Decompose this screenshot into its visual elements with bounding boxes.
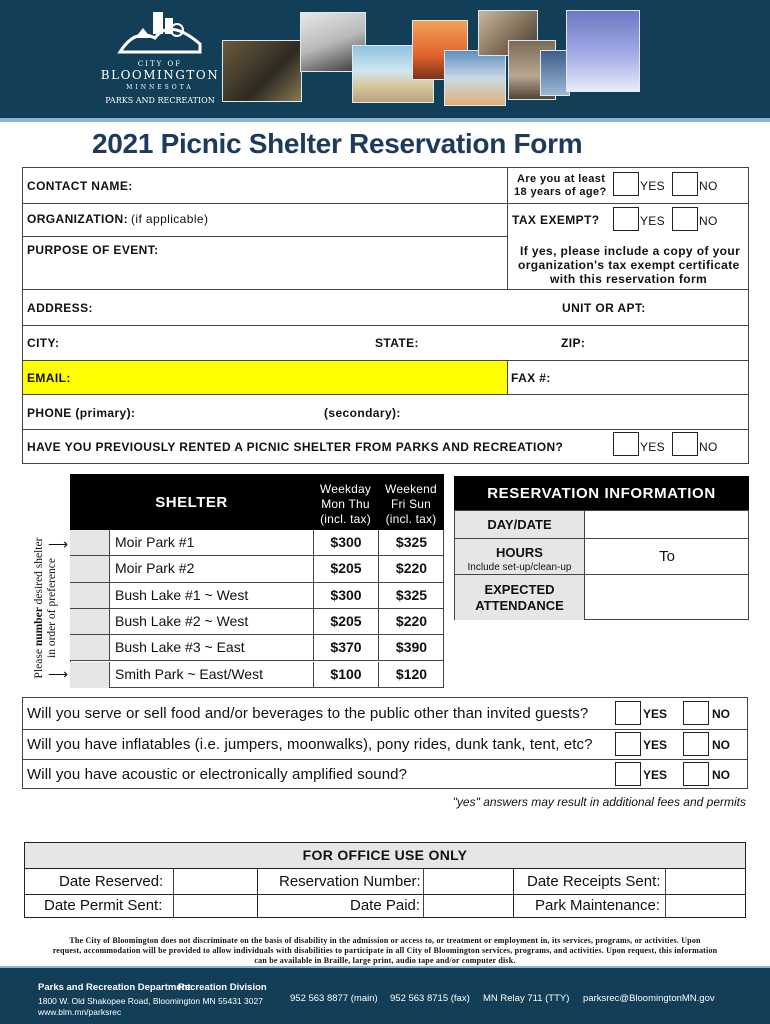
zip-label: ZIP: bbox=[561, 336, 586, 350]
day-date-label: DAY/DATE bbox=[455, 511, 585, 539]
attendance-field[interactable] bbox=[585, 575, 749, 620]
food-yes-label: YES bbox=[643, 707, 668, 721]
date-reserved-label: Date Reserved: bbox=[59, 873, 164, 890]
shelter-name: Bush Lake #2 ~ West bbox=[115, 612, 249, 629]
shelter-row bbox=[70, 583, 444, 609]
question-sound: Will you have acoustic or electronically amplified sound? bbox=[27, 766, 408, 783]
organization-label: ORGANIZATION: bbox=[27, 212, 128, 226]
inflatables-no-checkbox[interactable] bbox=[683, 732, 709, 756]
age-yes-label: YES bbox=[640, 179, 665, 193]
footer-dept: Parks and Recreation Department bbox=[38, 982, 191, 993]
page-title: 2021 Picnic Shelter Reservation Form bbox=[92, 128, 583, 159]
weekend-price: $325 bbox=[378, 530, 444, 555]
date-receipts-sent-label: Date Receipts Sent: bbox=[527, 873, 661, 890]
shelter-header: SHELTER bbox=[70, 474, 313, 530]
fees-note: "yes" answers may result in additional fees and permits bbox=[452, 795, 746, 809]
shelter-row bbox=[70, 530, 444, 556]
weekday-header: Weekday Mon Thu (incl. tax) bbox=[313, 474, 378, 530]
hours-field[interactable] bbox=[585, 539, 749, 575]
hours-label: HOURS Include set-up/clean-up bbox=[455, 539, 585, 575]
footer-relay: MN Relay 711 (TTY) bbox=[483, 993, 570, 1004]
footer-address: 1800 W. Old Shakopee Road, Bloomington MN 55431 3027 bbox=[38, 996, 263, 1006]
shelter-name: Moir Park #2 bbox=[115, 560, 195, 577]
logo-dept: PARKS AND RECREATION bbox=[105, 96, 215, 105]
age-question-line1: Are you at least bbox=[517, 173, 606, 185]
tax-exempt-label: TAX EXEMPT? bbox=[512, 213, 600, 227]
email-label: EMAIL: bbox=[27, 371, 71, 385]
tax-note-3: with this reservation form bbox=[550, 272, 708, 286]
shelter-preference-input[interactable] bbox=[70, 609, 110, 634]
food-no-checkbox[interactable] bbox=[683, 701, 709, 725]
city-logo bbox=[100, 8, 220, 108]
food-yes-checkbox[interactable] bbox=[615, 701, 641, 725]
hours-to-label: To bbox=[659, 548, 675, 565]
shelter-name: Bush Lake #3 ~ East bbox=[115, 639, 245, 656]
organization-note: (if applicable) bbox=[131, 212, 209, 226]
rented-no-label: NO bbox=[699, 440, 718, 454]
footer-fax: 952 563 8715 (fax) bbox=[390, 993, 470, 1004]
secondary-phone-label: (secondary): bbox=[324, 406, 401, 420]
weekday-price: $300 bbox=[313, 583, 378, 608]
shelter-name: Bush Lake #1 ~ West bbox=[115, 586, 249, 603]
date-paid-label: Date Paid: bbox=[350, 897, 421, 914]
logo-state: MINNESOTA bbox=[126, 84, 194, 91]
sound-no-checkbox[interactable] bbox=[683, 762, 709, 786]
age-no-label: NO bbox=[699, 179, 718, 193]
photo-musicians bbox=[222, 40, 302, 102]
weekday-price: $300 bbox=[313, 530, 378, 555]
photo-ballet bbox=[566, 10, 640, 92]
city-label: CITY: bbox=[27, 336, 60, 350]
arrow-right-icon: ⟶ bbox=[48, 666, 69, 682]
logo-name: BLOOMINGTON bbox=[100, 68, 220, 82]
age-no-checkbox[interactable] bbox=[672, 172, 698, 196]
reservation-info-header: RESERVATION INFORMATION bbox=[454, 476, 749, 510]
contact-name-label: CONTACT NAME: bbox=[27, 179, 133, 193]
shelter-preference-input[interactable] bbox=[70, 556, 110, 581]
food-no-label: NO bbox=[712, 707, 730, 721]
shelter-row bbox=[70, 635, 444, 661]
date-permit-sent-label: Date Permit Sent: bbox=[44, 897, 163, 914]
shelter-preference-input[interactable] bbox=[70, 662, 110, 688]
footer-web-link[interactable]: www.blm.mn/parksrec bbox=[38, 1007, 122, 1017]
inflatables-yes-label: YES bbox=[643, 738, 668, 752]
phone-label: PHONE (primary): bbox=[27, 406, 136, 420]
previously-rented-label: HAVE YOU PREVIOUSLY RENTED A PICNIC SHELTER FROM PARKS AND RECREATION? bbox=[27, 440, 564, 454]
purpose-label: PURPOSE OF EVENT: bbox=[27, 243, 159, 257]
question-inflatables: Will you have inflatables (i.e. jumpers, moonwalks), pony rides, dunk tank, tent, etc? bbox=[27, 736, 593, 753]
logo-city-of: CITY OF bbox=[137, 60, 183, 68]
sound-yes-label: YES bbox=[643, 768, 668, 782]
weekday-price: $100 bbox=[313, 662, 378, 688]
question-food: Will you serve or sell food and/or beverages to the public other than invited guests? bbox=[27, 705, 589, 722]
fax-label: FAX #: bbox=[511, 371, 551, 385]
state-label: STATE: bbox=[375, 336, 419, 350]
tax-yes-label: YES bbox=[640, 214, 665, 228]
weekend-price: $325 bbox=[378, 583, 444, 608]
sound-no-label: NO bbox=[712, 768, 730, 782]
tax-note-1: If yes, please include a copy of your bbox=[520, 244, 741, 258]
shelter-preference-input[interactable] bbox=[70, 635, 110, 660]
photo-skaters bbox=[444, 50, 506, 106]
footer-division: Recreation Division bbox=[178, 982, 267, 993]
shelter-row bbox=[70, 556, 444, 582]
tax-no-label: NO bbox=[699, 214, 718, 228]
header-banner bbox=[0, 0, 770, 120]
age-yes-checkbox[interactable] bbox=[613, 172, 639, 196]
arrow-right-icon: ⟶ bbox=[48, 536, 69, 552]
sound-yes-checkbox[interactable] bbox=[615, 762, 641, 786]
weekday-price: $370 bbox=[313, 635, 378, 660]
office-use-header: FOR OFFICE USE ONLY bbox=[25, 843, 745, 869]
tax-yes-checkbox[interactable] bbox=[613, 207, 639, 231]
tax-note-2: organization's tax exempt certificate bbox=[518, 258, 740, 272]
day-date-field[interactable] bbox=[585, 511, 749, 539]
shelter-row bbox=[70, 662, 444, 688]
shelter-preference-input[interactable] bbox=[70, 583, 110, 608]
footer bbox=[0, 968, 770, 1024]
shelter-preference-input[interactable] bbox=[70, 530, 110, 555]
tax-no-checkbox[interactable] bbox=[672, 207, 698, 231]
header-strip bbox=[0, 118, 770, 122]
weekend-price: $220 bbox=[378, 556, 444, 581]
shelter-name: Smith Park ~ East/West bbox=[115, 665, 263, 682]
shelter-preference-note: Please number desired shelter in order of preference bbox=[33, 537, 58, 679]
age-question-line2: 18 years of age? bbox=[514, 186, 607, 198]
weekday-price: $205 bbox=[313, 556, 378, 581]
weekend-price: $390 bbox=[378, 635, 444, 660]
reservation-info-table bbox=[454, 510, 749, 620]
inflatables-no-label: NO bbox=[712, 738, 730, 752]
rented-yes-label: YES bbox=[640, 440, 665, 454]
rented-yes-checkbox[interactable] bbox=[613, 432, 639, 456]
rented-no-checkbox[interactable] bbox=[672, 432, 698, 456]
weekend-price: $220 bbox=[378, 609, 444, 634]
weekday-price: $205 bbox=[313, 609, 378, 634]
reservation-number-label: Reservation Number: bbox=[279, 873, 421, 890]
shelter-name: Moir Park #1 bbox=[115, 534, 195, 550]
attendance-label: EXPECTED ATTENDANCE bbox=[455, 575, 585, 620]
address-label: ADDRESS: bbox=[27, 301, 93, 315]
inflatables-yes-checkbox[interactable] bbox=[615, 732, 641, 756]
weekend-price: $120 bbox=[378, 662, 444, 688]
office-use-table bbox=[24, 842, 746, 918]
questions-table bbox=[22, 697, 748, 789]
weekend-header: Weekend Fri Sun (incl. tax) bbox=[378, 474, 444, 530]
footer-email-link[interactable]: parksrec@BloomingtonMN.gov bbox=[583, 993, 715, 1004]
skyline-logo-icon bbox=[115, 8, 205, 54]
park-maintenance-label: Park Maintenance: bbox=[535, 897, 661, 914]
shelter-row bbox=[70, 609, 444, 635]
footer-main-phone: 952 563 8877 (main) bbox=[290, 993, 378, 1004]
unit-label: UNIT OR APT: bbox=[562, 301, 646, 315]
disclaimer: The City of Bloomington does not discriminate on the basis of disability in the admission or access to, or treatment or employment in, its services, programs, or activities. Upon request, accommodation will be provided to allow individuals with disabilities to participate in all City of Bloomington services, programs, and activities. Upon request, this information can be available in Braille, large print, audio tape and/or computer disk. bbox=[52, 936, 718, 965]
